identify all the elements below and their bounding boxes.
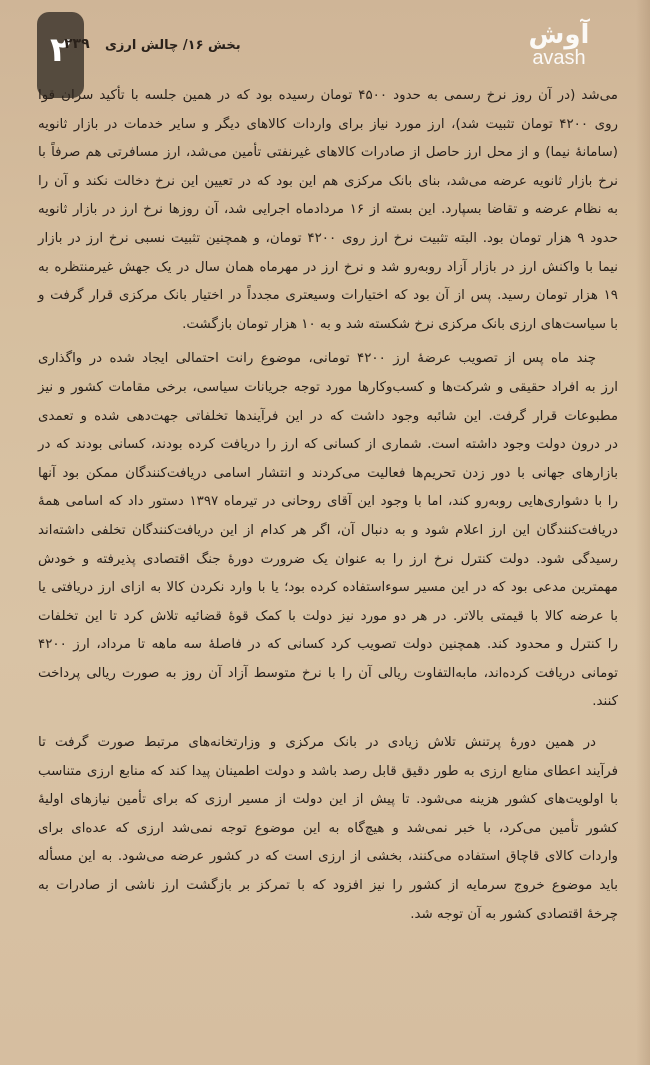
body-text xyxy=(38,82,618,929)
text-line: تومانی دریافت کرده‌اند، مابه‌التفاوت ریالی آن را با نرخ متوسط آزاد آن روز به صورت ریالی پرداخت xyxy=(38,665,618,681)
text-line: می‌شد (در آن روز نرخ رسمی به حدود ۴۵۰۰ تومان رسیده بود که در همین جلسه با تأکید سران قوا xyxy=(38,88,618,103)
text-line: با عرضه کالا با قیمتی بالاتر. در هر دو مورد نیز دولت با کمک قوهٔ قضائیه تلاش کرد تا این تخلفات xyxy=(38,608,618,624)
text-line: کنند. xyxy=(592,694,618,710)
text-line: به نظام عرضه و تقاضا بسپارد. این بسته از ۱۶ مردادماه اجرایی شد، آن روزها نرخ ارز در بازار ثانویه xyxy=(38,202,618,218)
text-line: ۱۹ هزار تومان رسید. پس از آن بود که اختیارات وسیعتری مجدداً در اختیار بانک مرکزی قرار گرفت و xyxy=(38,288,618,304)
text-line: فرآیند اعطای منابع ارزی به طور دقیق قابل رصد باشد و دولت اطمینان پیدا کند که منابع ارزی متناسب xyxy=(38,763,618,779)
text-line: با اولویت‌های کشور هزینه می‌شود. تا پیش از این دولت از مسیر ارزی که برای تأمین نیازهای اولیهٔ xyxy=(38,792,618,808)
paragraph-1 xyxy=(38,82,618,339)
text-line: (سامانهٔ نیما) و از محل ارز حاصل از صادرات کالاهای غیرنفتی تأمین می‌شد، ارز مسافرتی هم صرفاً با xyxy=(38,145,618,161)
page-number: ۲۳۹ xyxy=(64,36,90,52)
text-line: واردات کالای قاچاق استفاده می‌کنند، بخشی از ارزی است که در کشور عرضه می‌شود. به این مسأله xyxy=(38,849,618,865)
text-line: در همین دورهٔ پرتنش تلاش زیادی در بانک مرکزی و وزارتخانه‌های مرتبط صورت گرفت تا xyxy=(38,735,596,751)
text-line: بازارهای جهانی با دور زدن تحریم‌ها فعالیت می‌کردند و انتشار اسامی دریافت‌کنندگان ممکن بود آنها xyxy=(38,465,618,481)
page-edge-shadow xyxy=(636,0,650,1065)
logo-text-fa: آوش xyxy=(528,20,590,50)
text-line: باید موضوع خروج سرمایه از کشور را نیز افزود که با تمرکز بر بازگشت ارز ناشی از صادرات به xyxy=(38,878,618,894)
text-line: دریافت‌کنندگان این ارز اعلام شود و به دنبال آن، اگر هر کدام از این دریافت‌کنندگان تخلفی داشته‌اند xyxy=(38,522,618,538)
running-head: بخش ۱۶/ چالش ارزی xyxy=(105,38,241,53)
text-line: نیما با واکنش ارز در بازار آزاد روبه‌رو شد و نرخ ارز در مهرماه همان سال در یک جهش غیرمنتظره به xyxy=(38,259,618,275)
text-line: رسیدگی شود. دولت کنترل نرخ ارز را به عنوان یک ضرورت دورهٔ جنگ اقتصادی پذیرفته و خودش xyxy=(38,551,618,567)
text-line: چند ماه پس از تصویب عرضهٔ ارز ۴۲۰۰ تومانی، موضوع رانت احتمالی ایجاد شده در واگذاری xyxy=(38,351,596,367)
text-line: با سیاست‌های ارزی بانک مرکزی نرخ شکسته شد و به ۱۰ هزار تومان بازگشت. xyxy=(182,316,618,332)
text-line: ارز به افراد حقیقی و شرکت‌ها و کسب‌وکارها مورد توجه جریانات سیاسی، برخی مقامات کشور و نیز xyxy=(38,379,618,395)
text-line: کشور تأمین می‌کرد، با خبر نمی‌شد و هیچ‌گاه به این موضوع توجه نمی‌شد ارزی که عده‌ای برای xyxy=(38,820,618,836)
text-line: مطبوعات قرار گرفت. این شائبه وجود داشت که در این فرآیندها تخلفاتی جهت‌دهی شده و تعمدی xyxy=(38,408,618,424)
paragraph-3 xyxy=(38,729,618,929)
logo-text-en: avash xyxy=(532,47,586,69)
avash-logo xyxy=(514,22,604,68)
chapter-badge-digit: ۲ xyxy=(50,30,71,70)
text-line: نرخ بازار ثانویه عرضه می‌شد، بنای بانک مرکزی هم این بود که در تعیین این نرخ دخالت نکند و آن را xyxy=(38,173,618,189)
text-line: مهمترین مدعی بود که در این مسیر سوءاستفاده کرده بود؛ یا با وارد نکردن کالا به ازای ارز دریافتی یا xyxy=(38,580,618,596)
text-line: را با دشواری‌هایی روبه‌رو کند، اما با وجود این آقای روحانی در تیرماه ۱۳۹۷ دستور داد که اسامی همهٔ xyxy=(38,494,618,510)
text-line: چرخهٔ اقتصادی کشور به آن توجه شد. xyxy=(410,906,618,922)
paragraph-2 xyxy=(38,345,618,717)
text-line: در درون دولت وجود داشته است. شماری از کسانی که ارز را دریافت کرده بودند، کسانی بودند که در xyxy=(38,437,618,453)
text-line: حدود ۹ هزار تومان بود. البته تثبیت نرخ ارز روی ۴۲۰۰ تومان، و همچنین تثبیت نسبی نرخ ارز در بازار xyxy=(38,230,618,246)
paragraph-gap xyxy=(38,717,618,729)
text-line: روی ۴۲۰۰ تومان تثبیت شد)، ارز مورد نیاز برای واردات کالاهای دیگر و سایر خدمات در بازار ثانویه xyxy=(38,116,619,132)
text-line: را کنترل و محدود کند. همچنین دولت تصویب کرد کسانی که در فاصلهٔ سه ماهه تا مرداد، ارز ۴۲۰۰ xyxy=(38,637,618,653)
